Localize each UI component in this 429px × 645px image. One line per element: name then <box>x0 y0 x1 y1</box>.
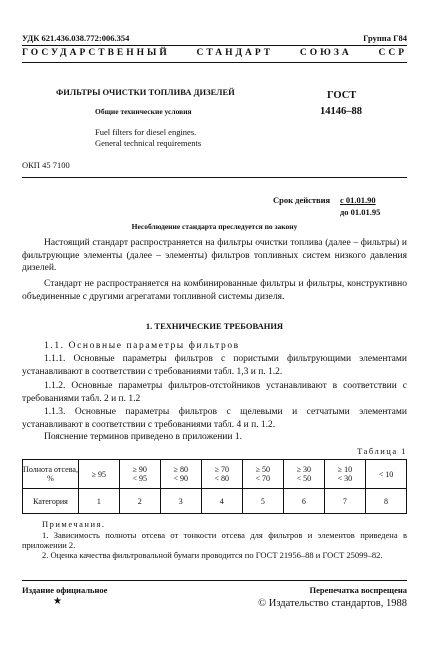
gost-label: ГОСТ <box>327 90 357 101</box>
section-1-1-subheading: 1.1. Основные параметры фильтров <box>44 341 240 351</box>
section-1-heading: 1. ТЕХНИЧЕСКИЕ ТРЕБОВАНИЯ <box>145 321 284 331</box>
table-1-caption: Таблица 1 <box>357 446 407 456</box>
table-cell: 4 <box>201 489 242 514</box>
title-en-line-1: Fuel filters for diesel engines. <box>95 127 197 137</box>
document-title-en <box>95 127 201 149</box>
validity-from: с 01.01.90 <box>340 195 376 205</box>
note-2: 2. Оценка качества фильтровальной бумаги проводится по ГОСТ 21956–88 и ГОСТ 25099–82. <box>42 550 383 560</box>
okp-code: ОКП 45 7100 <box>22 160 70 170</box>
table-1 <box>22 459 407 514</box>
table-cell: 8 <box>365 489 406 514</box>
table-cell: 1 <box>79 489 120 514</box>
table-row <box>23 489 407 514</box>
table-cell: 2 <box>119 489 160 514</box>
gost-number: 14146–88 <box>320 106 362 117</box>
header-rule-bottom <box>22 62 407 63</box>
table-row-label: Полнота отсева, % <box>23 460 79 489</box>
intro-paragraph-1: Настоящий стандарт распространяется на фильтры очистки топлива (далее – фильтры) и фильтрующие элементы (далее – элементы) фильтров топливных систем низкого давления дизелей. <box>22 238 407 273</box>
law-notice: Несоблюдение стандарта преследуется по закону <box>131 222 298 231</box>
reprint-prohibited-label: Перепечатка воспрещена <box>309 585 407 595</box>
table-cell: < 10 <box>365 460 406 489</box>
clause-1-1-2: 1.1.2. Основные параметры фильтров-отстойников устанавливают в соответствии с требованиями табл. 2 и п. 1.2 <box>22 381 407 404</box>
intro-paragraph-2: Стандарт не распространяется на комбинированные фильтры и фильтры, конструктивно объединенные с другими агрегатами топливной системы дизеля. <box>22 279 407 302</box>
group-code: Группа Г84 <box>363 33 407 43</box>
table-cell: ≥ 30 < 50 <box>283 460 324 489</box>
title-en-line-2: General technical requirements <box>95 138 202 148</box>
footer-rule <box>22 580 407 581</box>
terms-note: Пояснение терминов приведено в приложении 1. <box>44 432 242 442</box>
official-edition-label: Издание официальное <box>22 585 108 595</box>
state-standard-banner: ГОСУДАРСТВЕННЫЙ СТАНДАРТ СОЮЗА ССР <box>22 48 407 58</box>
document-title-ru: ФИЛЬТРЫ ОЧИСТКИ ТОПЛИВА ДИЗЕЛЕЙ <box>56 87 235 97</box>
table-cell: ≥ 80 < 90 <box>160 460 201 489</box>
table-cell: ≥ 95 <box>79 460 120 489</box>
table-row-label: Категория <box>23 489 79 514</box>
validity-to: до 01.01.95 <box>340 207 381 217</box>
table-cell: ≥ 10 < 30 <box>324 460 365 489</box>
copyright-notice: © Издательство стандартов, 1988 <box>258 598 407 609</box>
notes-title: Примечания. <box>42 519 106 529</box>
note-1: 1. Зависимость полноты отсева от тонкости отсева для фильтров и элементов приведена в приложении 2. <box>22 530 407 550</box>
table-row <box>23 460 407 489</box>
udk-code: УДК 621.436.038.772:006.354 <box>22 33 130 43</box>
table-cell: 7 <box>324 489 365 514</box>
table-cell: ≥ 50 < 70 <box>242 460 283 489</box>
clause-1-1-1: 1.1.1. Основные параметры фильтров с пористыми фильтрующими элементами устанавливают в соответствии с требованиями табл. 1,3 и п. 1.2. <box>22 354 407 377</box>
validity-label: Срок действия <box>273 195 331 205</box>
title-block-rule <box>22 177 407 178</box>
table-cell: 6 <box>283 489 324 514</box>
document-subtitle-ru: Общие технические условия <box>95 107 192 116</box>
table-cell: ≥ 90 < 95 <box>119 460 160 489</box>
clause-1-1-3: 1.1.3. Основные параметры фильтров с щелевыми и сетчатыми элементами устанавливают в соответствии с требованиями табл. 4 и п. 1.2. <box>22 407 407 430</box>
table-cell: 5 <box>242 489 283 514</box>
header-rule-top <box>22 45 407 46</box>
table-cell: 3 <box>160 489 201 514</box>
star-icon: ★ <box>53 596 62 607</box>
table-cell: ≥ 70 < 80 <box>201 460 242 489</box>
